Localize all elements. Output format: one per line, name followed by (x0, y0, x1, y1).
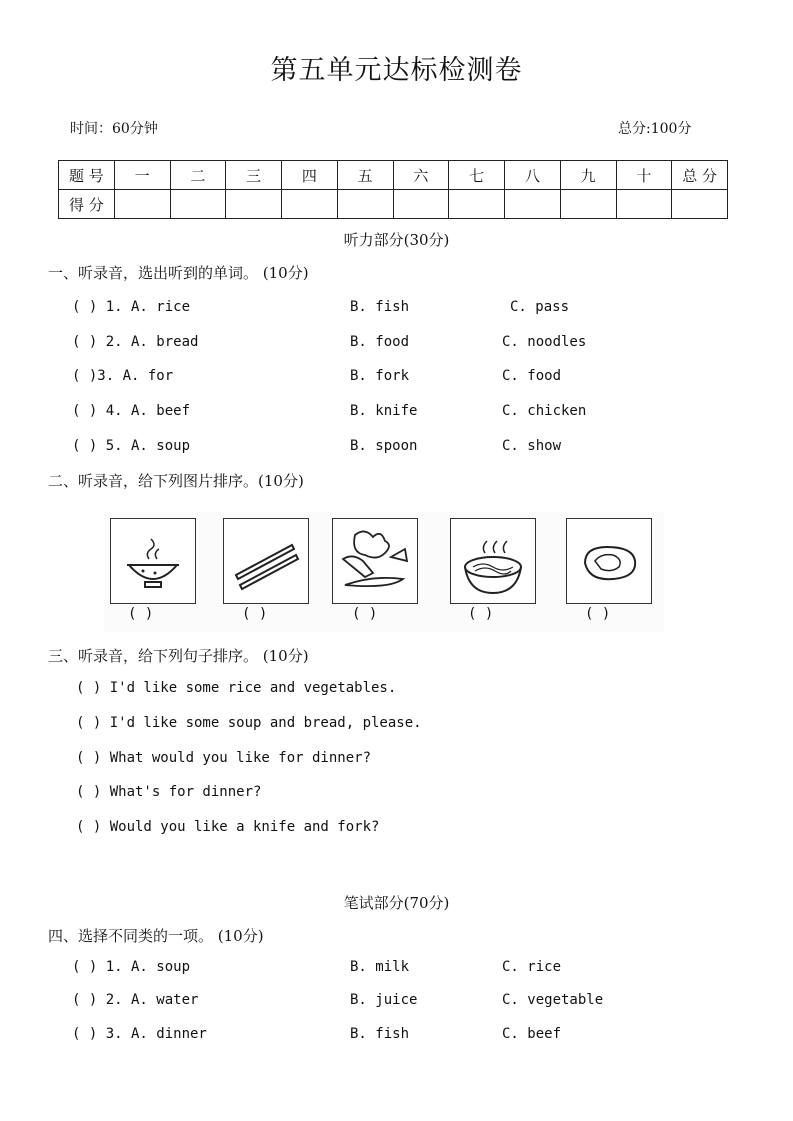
sentence-item: ( ) I'd like some rice and vegetables. (76, 680, 397, 696)
time-label: 时间：60分钟 (70, 121, 158, 137)
table-cell: 题 号 (59, 161, 115, 190)
score-input-cell[interactable] (505, 190, 561, 219)
score-table-header-row (59, 161, 728, 190)
chopsticks-icon (223, 518, 309, 604)
option-b: B. spoon (350, 438, 418, 454)
score-input-cell[interactable] (226, 190, 282, 219)
question-item: ( ) 3. A. dinner (72, 1026, 207, 1042)
option-c: C. chicken (502, 403, 587, 419)
table-cell: 三 (226, 161, 282, 190)
question-item: ( )3. A. for (72, 368, 174, 384)
total-score-label: 总分:100分 (618, 121, 692, 137)
option-b: B. fish (350, 1026, 410, 1042)
answer-blank[interactable]: ( ) (128, 606, 154, 622)
question-item: ( ) 4. A. beef (72, 403, 191, 419)
answer-blank[interactable]: ( ) (242, 606, 268, 622)
sentence-item: ( ) What's for dinner? (76, 784, 262, 800)
table-cell: 一 (114, 161, 170, 190)
score-input-cell[interactable] (449, 190, 505, 219)
option-c: C. vegetable (502, 992, 604, 1008)
score-input-cell[interactable] (114, 190, 170, 219)
page-title: 第五单元达标检测卷 (270, 55, 523, 86)
written-section-header: 笔试部分(70分) (343, 894, 450, 912)
soup-bowl-icon (110, 518, 196, 604)
option-b: B. food (350, 334, 410, 350)
noodles-icon (450, 518, 536, 604)
table-cell: 六 (393, 161, 449, 190)
question-item: ( ) 2. A. water (72, 992, 199, 1008)
table-cell: 五 (337, 161, 393, 190)
table-cell: 二 (170, 161, 226, 190)
beef-icon (566, 518, 652, 604)
table-cell: 四 (282, 161, 338, 190)
score-input-cell[interactable] (393, 190, 449, 219)
option-c: C. beef (502, 1026, 562, 1042)
table-cell: 九 (560, 161, 616, 190)
score-input-cell[interactable] (337, 190, 393, 219)
listening-section-header: 听力部分(30分) (343, 231, 450, 249)
option-b: B. fish (350, 299, 410, 315)
table-cell: 十 (616, 161, 672, 190)
table-cell: 总 分 (672, 161, 728, 190)
question-item: ( ) 5. A. soup (72, 438, 191, 454)
sentence-item: ( ) I'd like some soup and bread, please. (76, 715, 422, 731)
option-b: B. fork (350, 368, 410, 384)
option-c: C. pass (510, 299, 570, 315)
score-input-cell[interactable] (560, 190, 616, 219)
question-item: ( ) 1. A. rice (72, 299, 191, 315)
vegetables-icon (332, 518, 418, 604)
option-c: C. noodles (502, 334, 587, 350)
answer-blank[interactable]: ( ) (352, 606, 378, 622)
answer-blank[interactable]: ( ) (585, 606, 611, 622)
table-cell: 得 分 (59, 190, 115, 219)
answer-blank[interactable]: ( ) (468, 606, 494, 622)
score-table-score-row (59, 190, 728, 219)
table-cell: 七 (449, 161, 505, 190)
score-input-cell[interactable] (170, 190, 226, 219)
question-item: ( ) 1. A. soup (72, 959, 191, 975)
option-c: C. rice (502, 959, 562, 975)
option-b: B. juice (350, 992, 418, 1008)
option-c: C. show (502, 438, 562, 454)
sentence-item: ( ) Would you like a knife and fork? (76, 819, 380, 835)
question-item: ( ) 2. A. bread (72, 334, 199, 350)
score-input-cell[interactable] (616, 190, 672, 219)
option-b: B. knife (350, 403, 418, 419)
score-table (58, 160, 728, 219)
section4-heading: 四、选择不同类的一项。 (10分) (48, 927, 264, 945)
option-b: B. milk (350, 959, 410, 975)
score-input-cell[interactable] (282, 190, 338, 219)
sentence-item: ( ) What would you like for dinner? (76, 750, 372, 766)
option-c: C. food (502, 368, 562, 384)
section1-heading: 一、听录音，选出听到的单词。 (10分) (48, 264, 309, 282)
score-input-cell[interactable] (672, 190, 728, 219)
table-cell: 八 (505, 161, 561, 190)
section2-heading: 二、听录音，给下列图片排序。(10分) (48, 472, 304, 490)
section3-heading: 三、听录音，给下列句子排序。 (10分) (48, 647, 309, 665)
